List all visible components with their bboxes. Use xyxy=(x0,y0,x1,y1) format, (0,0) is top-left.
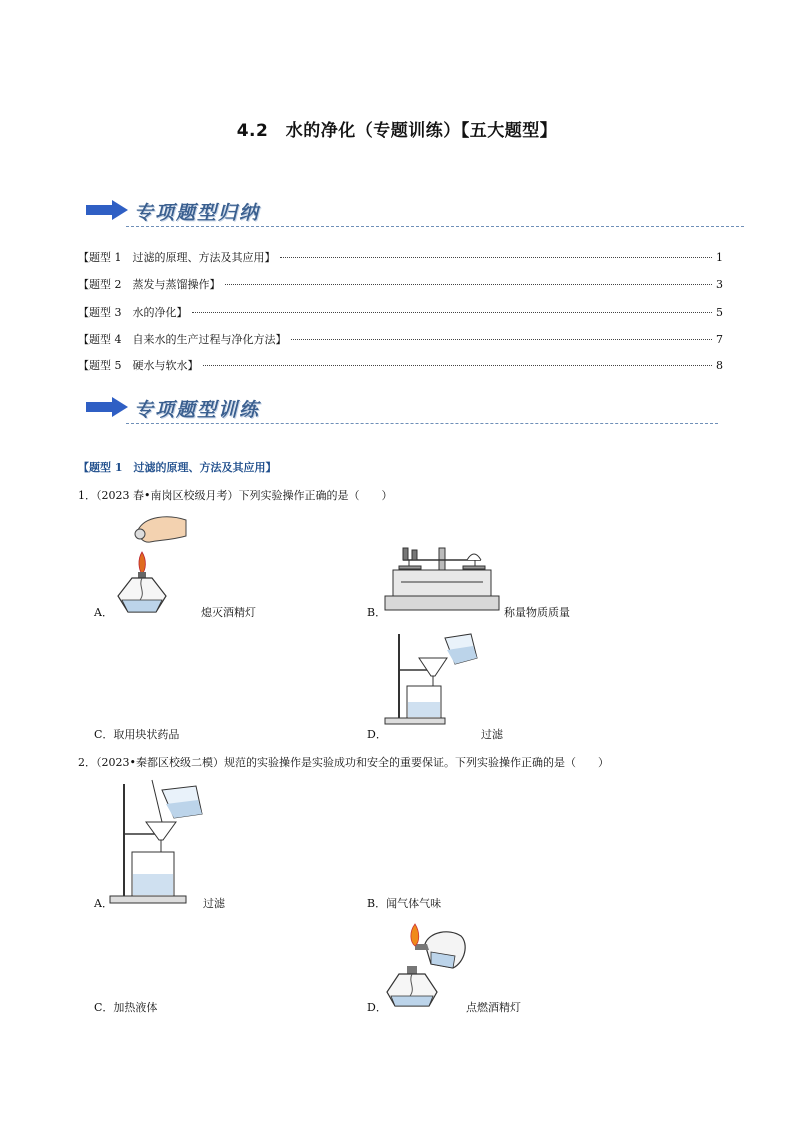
section-heading: 【题型 1 过滤的原理、方法及其应用】 xyxy=(78,461,277,474)
toc-page: 8 xyxy=(716,359,723,372)
toc-page: 3 xyxy=(716,278,723,291)
option-a[interactable]: A． xyxy=(94,606,113,619)
option-b[interactable] xyxy=(367,895,441,911)
toc-page: 1 xyxy=(716,251,723,264)
option-a-caption: 熄灭酒精灯 xyxy=(201,606,256,619)
toc-entry-2[interactable] xyxy=(78,276,723,292)
banner-divider xyxy=(126,226,744,227)
alcohol-lamp-lighting-figure xyxy=(385,922,470,1012)
option-d[interactable]: D． xyxy=(367,1001,387,1014)
option-b-letter: B． xyxy=(367,897,387,910)
option-b[interactable]: B． xyxy=(367,606,387,619)
option-b-caption: 闻气体气味 xyxy=(386,897,442,910)
toc-label: 【题型 2 蒸发与蒸馏操作】 xyxy=(78,278,221,291)
option-c-caption: 取用块状药品 xyxy=(113,728,180,741)
option-c[interactable] xyxy=(94,999,157,1015)
toc-label: 【题型 5 硬水与软水】 xyxy=(78,359,199,372)
filtration-figure xyxy=(385,630,480,725)
filtration-figure xyxy=(110,778,210,905)
toc-page: 7 xyxy=(716,333,723,346)
option-d-caption: 点燃酒精灯 xyxy=(466,1001,521,1014)
option-c-letter: C． xyxy=(94,728,114,741)
toc-entry-1[interactable] xyxy=(78,249,723,265)
balance-scale-figure xyxy=(383,536,501,616)
training-banner-text: 专项题型训练 xyxy=(134,399,261,421)
arrow-right-icon xyxy=(86,397,128,417)
training-banner xyxy=(86,393,720,425)
toc-entry-5[interactable] xyxy=(78,357,723,373)
summary-banner-text: 专项题型归纳 xyxy=(134,202,261,224)
toc-page: 5 xyxy=(716,306,723,319)
option-a-caption: 过滤 xyxy=(203,897,225,910)
option-c[interactable] xyxy=(94,726,179,742)
option-c-caption: 加热液体 xyxy=(113,1001,158,1014)
summary-banner xyxy=(86,196,716,228)
question-2-stem: 2．（2023•秦都区校级二模）规范的实验操作是实验成功和安全的重要保证。下列实验操作正确的是（ ） xyxy=(78,756,609,769)
toc-label: 【题型 4 自来水的生产过程与净化方法】 xyxy=(78,333,287,346)
question-1-stem: 1．（2023 春•南岗区校级月考）下列实验操作正确的是（ ） xyxy=(78,489,393,502)
option-b-caption: 称量物质质量 xyxy=(504,606,570,619)
option-d[interactable]: D． xyxy=(367,728,387,741)
option-d-caption: 过滤 xyxy=(481,728,503,741)
arrow-right-icon xyxy=(86,200,128,220)
option-c-letter: C． xyxy=(94,1001,114,1014)
alcohol-lamp-extinguish-figure xyxy=(120,512,190,617)
page-title: 4.2 水的净化（专题训练）【五大题型】 xyxy=(236,121,558,141)
option-a[interactable]: A． xyxy=(94,897,113,910)
toc-label: 【题型 1 过滤的原理、方法及其应用】 xyxy=(78,251,276,264)
toc-label: 【题型 3 水的净化】 xyxy=(78,306,188,319)
toc-entry-4[interactable] xyxy=(78,331,723,347)
toc-entry-3[interactable] xyxy=(78,304,723,320)
banner-divider xyxy=(126,423,718,424)
